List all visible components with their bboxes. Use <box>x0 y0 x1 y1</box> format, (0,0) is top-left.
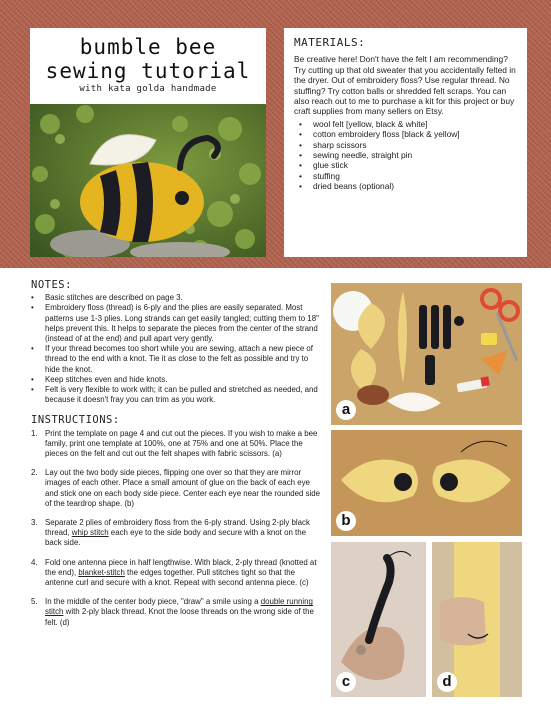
instruction-step <box>31 429 323 460</box>
step-number: 4. <box>31 557 38 567</box>
title-card <box>30 28 266 104</box>
blanket-stitch-link[interactable]: blanket-stitch <box>78 567 125 577</box>
materials-heading: MATERIALS: <box>294 36 366 49</box>
materials-item: • stuffing <box>294 171 517 181</box>
instruction-step <box>31 558 323 589</box>
step-text: Fold one antenna piece in half lengthwise. With black, 2-ply thread (knotted at the end), <box>45 557 317 577</box>
step-text-tail: the edges together. Pull stitches tight so that the antenne curl and secure with a knot. Repeat with second antenna piece. (c) <box>45 567 309 588</box>
materials-list <box>294 119 517 192</box>
photo-d-smile <box>432 542 522 697</box>
title-line-1: bumble bee <box>79 35 217 59</box>
step-text-tail: with 2-ply black thread. Knot the loose threads on the wrong side of the felt. (d) <box>45 607 314 627</box>
materials-item: • dried beans (optional) <box>294 181 517 191</box>
materials-item: • glue stick <box>294 160 517 170</box>
instruction-step <box>31 597 323 628</box>
photo-label-c: c <box>336 672 356 692</box>
notes-item: • If your thread becomes too short while you are sewing, attach a new piece of thread to the end with a knot. Tie it as close to the felt as possible and try to hide the knot. <box>31 344 323 375</box>
materials-item: • cotton embroidery floss [black & yellow] <box>294 129 517 139</box>
title-line-2: sewing tutorial <box>45 59 251 83</box>
step-number: 1. <box>31 428 38 438</box>
photo-a-felt-pieces <box>331 283 522 425</box>
notes-item: • Felt is very flexible to work with; it can be pulled and stretched as needed, and because it doesn't fray you can trim as you work. <box>31 385 323 405</box>
materials-item: • wool felt [yellow, black & white] <box>294 119 517 129</box>
double-running-stitch-link[interactable]: double running stitch <box>45 597 313 617</box>
photo-b-eyes-glued <box>331 430 522 536</box>
instructions-list <box>31 429 323 628</box>
materials-item: • sewing needle, straight pin <box>294 150 517 160</box>
instruction-step <box>31 518 323 549</box>
instruction-step <box>31 468 323 509</box>
step-number: 2. <box>31 468 38 478</box>
text-column <box>31 280 323 637</box>
step-number: 3. <box>31 518 38 528</box>
step-text: In the middle of the center body piece, "draw" a smile using a <box>45 597 261 607</box>
notes-item: • Basic stitches are described on page 3. <box>31 293 323 303</box>
notes-list <box>31 293 323 405</box>
instructions-heading: INSTRUCTIONS: <box>31 414 120 427</box>
step-text: Print the template on page 4 and cut out the pieces. If you wish to make a bee family, print one template at 100%, one at 75% and one at 50%. Place the pieces on the felt and cut out the felt shapes with fabric scissors. (a) <box>45 428 318 459</box>
materials-intro: Be creative here! Don't have the felt I am recommending? Try cutting up that old sweater that you accidentally felted in the dryer. Out of embroidery floss? Use regular thread. No stuffing? Try cotton balls or shredded felt scraps. You can also reach out to me to purchase a kit for this project or buy craft supplies from many sellers on Etsy. <box>294 54 516 117</box>
step-text: Lay out the two body side pieces, flipping one over so that they are mirror images of each other. Place a small amount of glue on the back of each eye and stick one on each body side piece. Center each eye near the rounded side of the teardrop shape. (b) <box>45 468 321 508</box>
bee-photo-illustration <box>30 104 266 257</box>
whip-stitch-link[interactable]: whip stitch <box>71 528 109 538</box>
title-subtitle: with kata golda handmade <box>79 84 217 94</box>
photo-c-antenna <box>331 542 426 697</box>
materials-item: • sharp scissors <box>294 140 517 150</box>
felt-pieces-illustration <box>331 283 522 425</box>
eyes-glued-illustration <box>331 430 522 536</box>
photo-label-b: b <box>336 511 356 531</box>
notes-heading: NOTES: <box>31 279 72 291</box>
notes-item: • Embroidery floss (thread) is 6-ply and the plies are easily separated. Most patterns use 1-3 plies. Long strands can get easily tangled; cutting them to 18" helps prevent this. It helps to separate the pieces from the center of the strand (instead of at the end) and pull apart very gently. <box>31 303 323 344</box>
notes-item: • Keep stitches even and hide knots. <box>31 375 323 385</box>
step-text-tail: each eye to the side body and secure with a knot on the back side. <box>45 528 307 548</box>
materials-card <box>284 28 527 257</box>
photo-label-d: d <box>437 672 457 692</box>
bee-photo <box>30 104 266 257</box>
step-number: 5. <box>31 597 38 607</box>
photo-label-a: a <box>336 400 356 420</box>
step-text: Separate 2 plies of embroidery floss from the 6-ply strand. Using 2-ply black thread, <box>45 518 310 538</box>
